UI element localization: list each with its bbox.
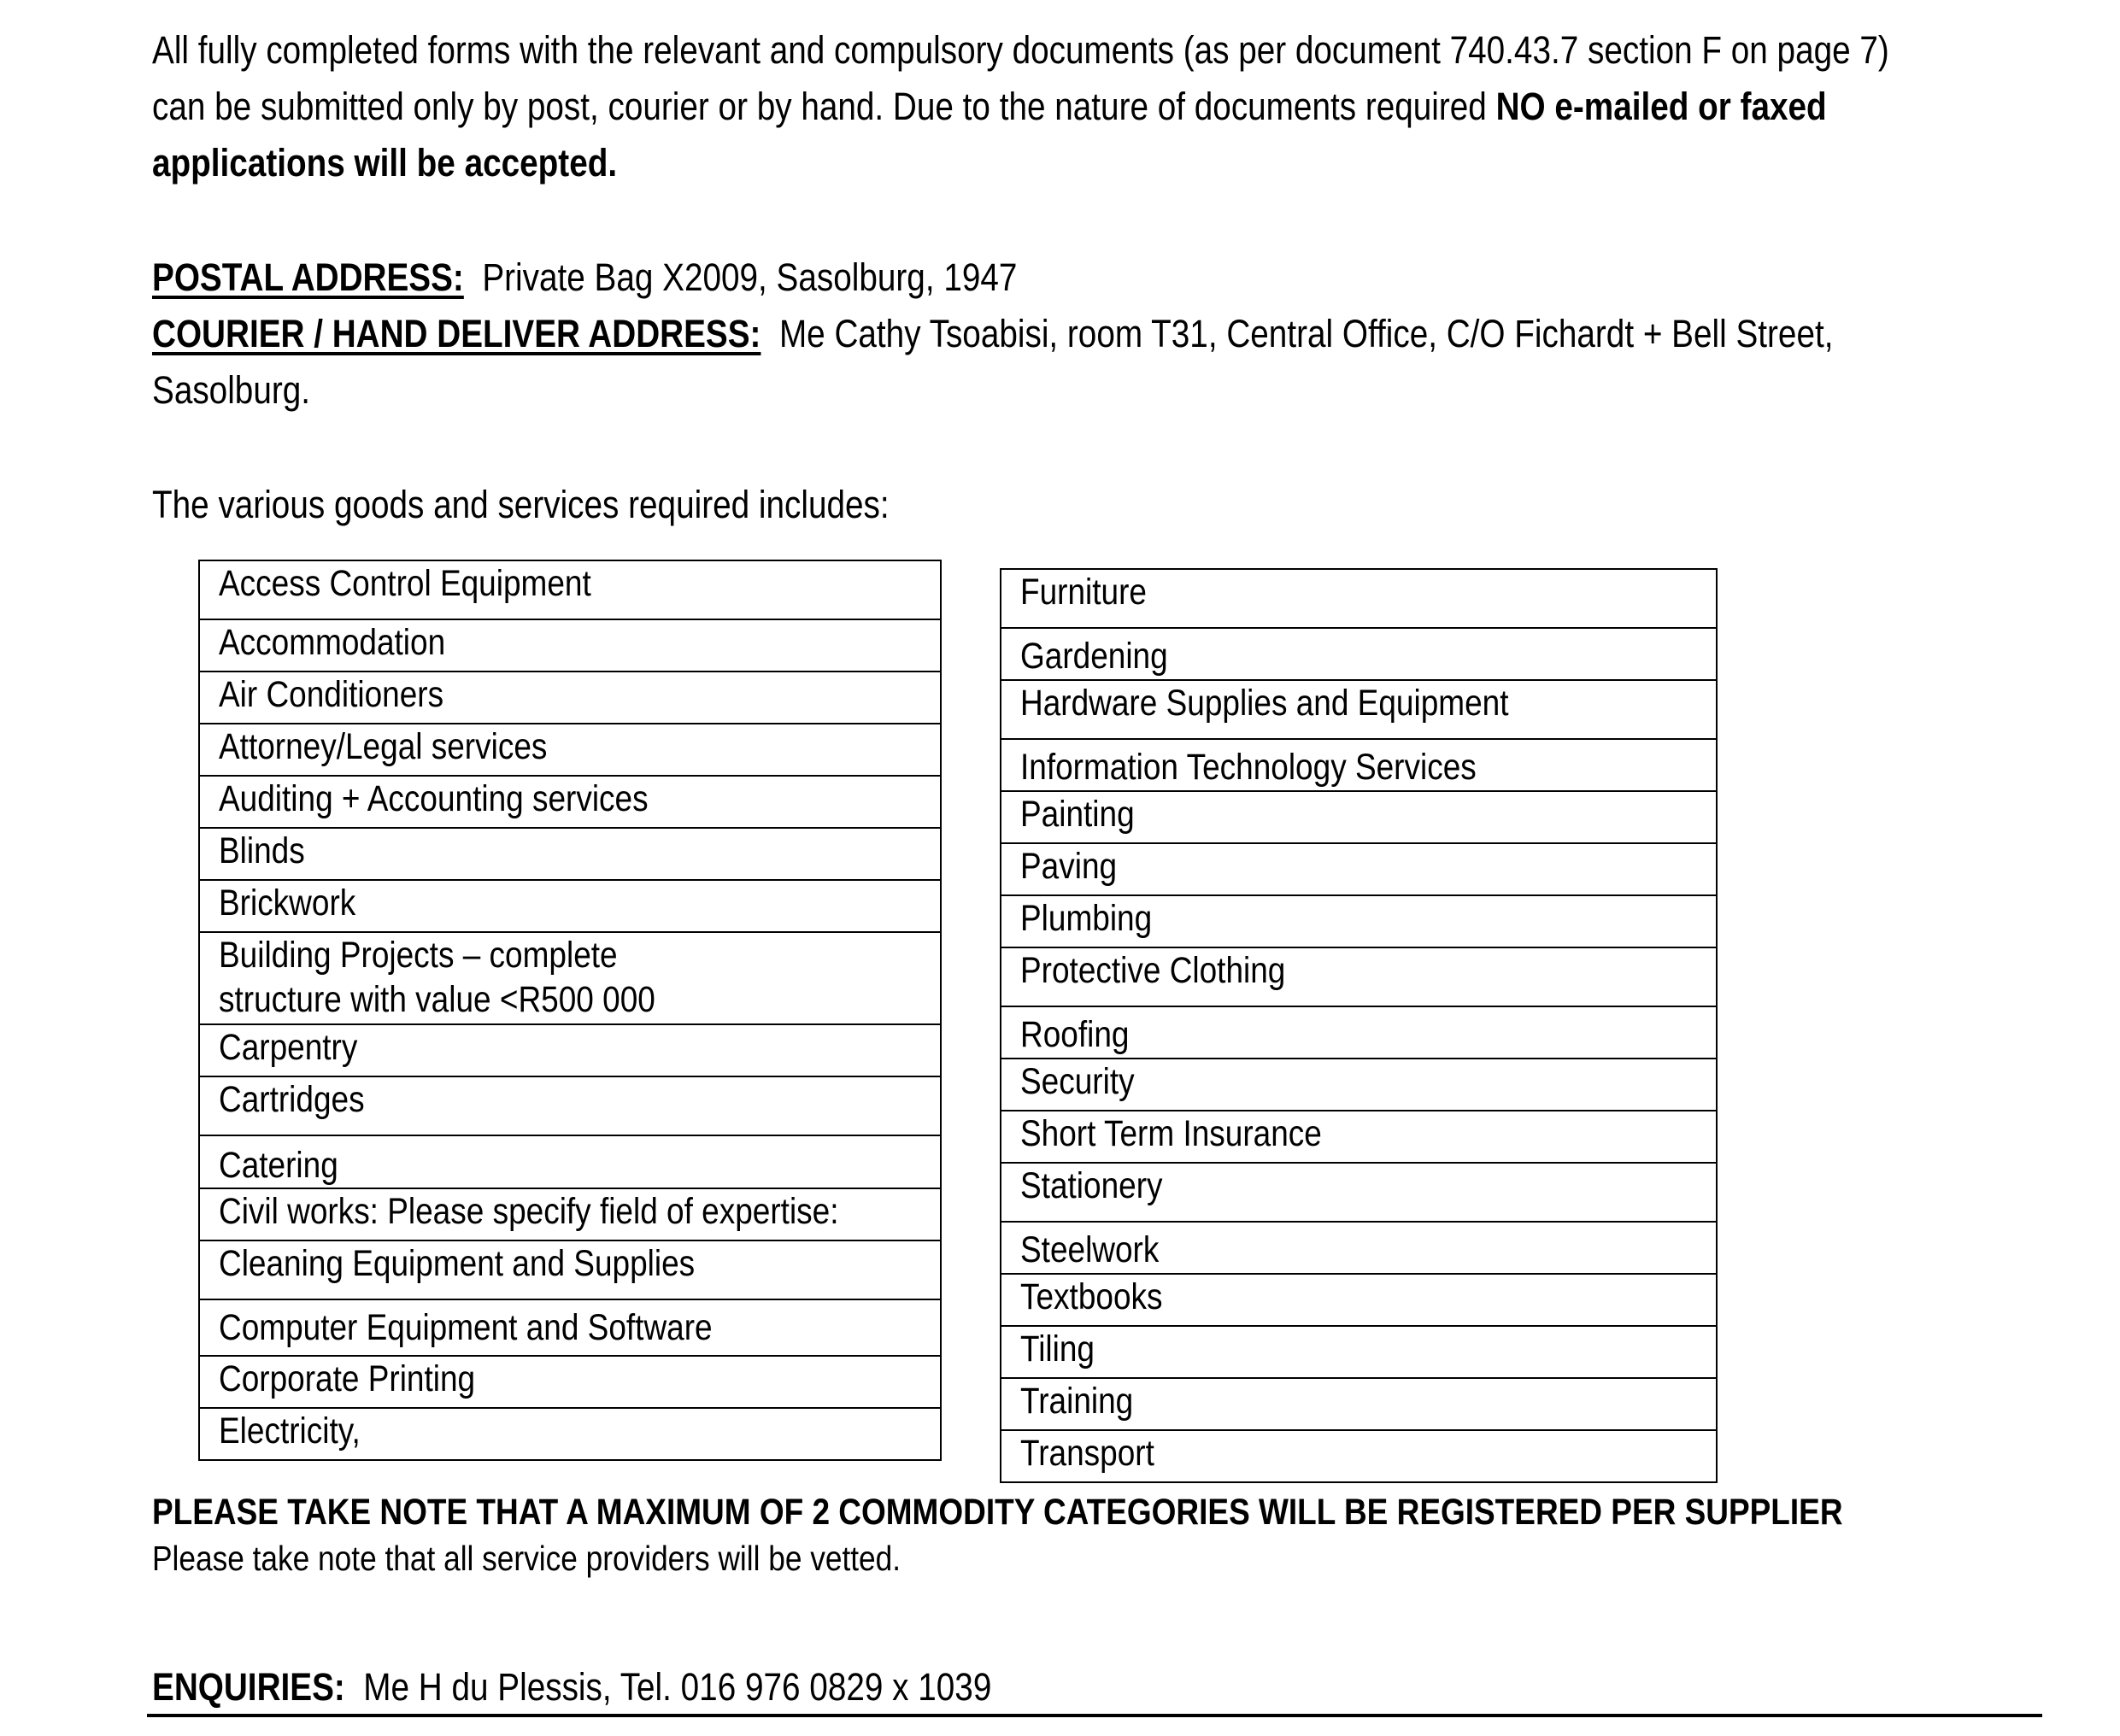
vetting-notice: Please take note that all service providers will be vetted. <box>152 1539 901 1578</box>
goods-item: Cleaning Equipment and Supplies <box>199 1240 941 1299</box>
intro-no-email-emphasis: NO e-mailed or faxed <box>1495 85 1827 128</box>
goods-item: Information Technology Services <box>1001 739 1717 791</box>
goods-item: Access Control Equipment <box>199 560 941 619</box>
postal-address-value: Private Bag X2009, Sasolburg, 1947 <box>482 255 1018 299</box>
bottom-divider <box>147 1714 2042 1717</box>
intro-line-3: applications will be accepted. <box>152 141 618 185</box>
goods-item: Building Projects – complete structure with value <R500 000 <box>199 932 941 1024</box>
goods-item: Computer Equipment and Software <box>199 1299 941 1356</box>
goods-item: Hardware Supplies and Equipment <box>1001 680 1717 739</box>
goods-item: Training <box>1001 1378 1717 1430</box>
goods-item: Catering <box>199 1135 941 1188</box>
enquiries <box>152 1659 991 1715</box>
goods-item: Cartridges <box>199 1076 941 1135</box>
courier-address-value: Me Cathy Tsoabisi, room T31, Central Office, C/O Fichardt + Bell Street, <box>778 312 1834 355</box>
enquiries-label: ENQUIRIES: <box>152 1665 345 1709</box>
goods-list-left <box>198 560 942 1461</box>
intro-line-2 <box>152 79 1827 135</box>
intro-line-2-text: can be submitted only by post, courier or by hand. Due to the nature of documents required <box>152 85 1496 128</box>
goods-item: Painting <box>1001 791 1717 843</box>
postal-address-label: POSTAL ADDRESS: <box>152 255 464 299</box>
goods-item: Auditing + Accounting services <box>199 776 941 828</box>
goods-item: Furniture <box>1001 569 1717 628</box>
goods-item: Stationery <box>1001 1163 1717 1222</box>
max-categories-notice: PLEASE TAKE NOTE THAT A MAXIMUM OF 2 COMMODITY CATEGORIES WILL BE REGISTERED PER SUPPLIER <box>152 1492 1843 1533</box>
goods-item: Roofing <box>1001 1006 1717 1059</box>
goods-item: Air Conditioners <box>199 672 941 724</box>
goods-item: Civil works: Please specify field of expertise: <box>199 1188 941 1240</box>
goods-item: Paving <box>1001 843 1717 895</box>
enquiries-value: Me H du Plessis, Tel. 016 976 0829 x 1039 <box>363 1665 992 1709</box>
goods-item: Textbooks <box>1001 1274 1717 1326</box>
courier-address <box>152 306 1833 362</box>
postal-address <box>152 249 1017 306</box>
goods-item: Electricity, <box>199 1408 941 1460</box>
goods-item: Protective Clothing <box>1001 947 1717 1006</box>
goods-item: Blinds <box>199 828 941 880</box>
goods-list-right <box>1000 568 1718 1483</box>
goods-item: Carpentry <box>199 1024 941 1076</box>
goods-item: Short Term Insurance <box>1001 1111 1717 1163</box>
goods-item: Plumbing <box>1001 895 1717 947</box>
goods-item: Steelwork <box>1001 1222 1717 1274</box>
goods-item: Security <box>1001 1059 1717 1111</box>
goods-item: Tiling <box>1001 1326 1717 1378</box>
goods-item: Gardening <box>1001 628 1717 680</box>
goods-item: Transport <box>1001 1430 1717 1482</box>
goods-item: Brickwork <box>199 880 941 932</box>
goods-item: Corporate Printing <box>199 1356 941 1408</box>
goods-item: Attorney/Legal services <box>199 724 941 776</box>
courier-address-cont: Sasolburg. <box>152 368 311 412</box>
goods-item: Accommodation <box>199 619 941 672</box>
intro-line-1: All fully completed forms with the relevant and compulsory documents (as per document 740.43.7 section F on page 7) <box>152 28 1889 72</box>
courier-address-label: COURIER / HAND DELIVER ADDRESS: <box>152 312 761 355</box>
goods-intro: The various goods and services required includes: <box>152 483 890 526</box>
